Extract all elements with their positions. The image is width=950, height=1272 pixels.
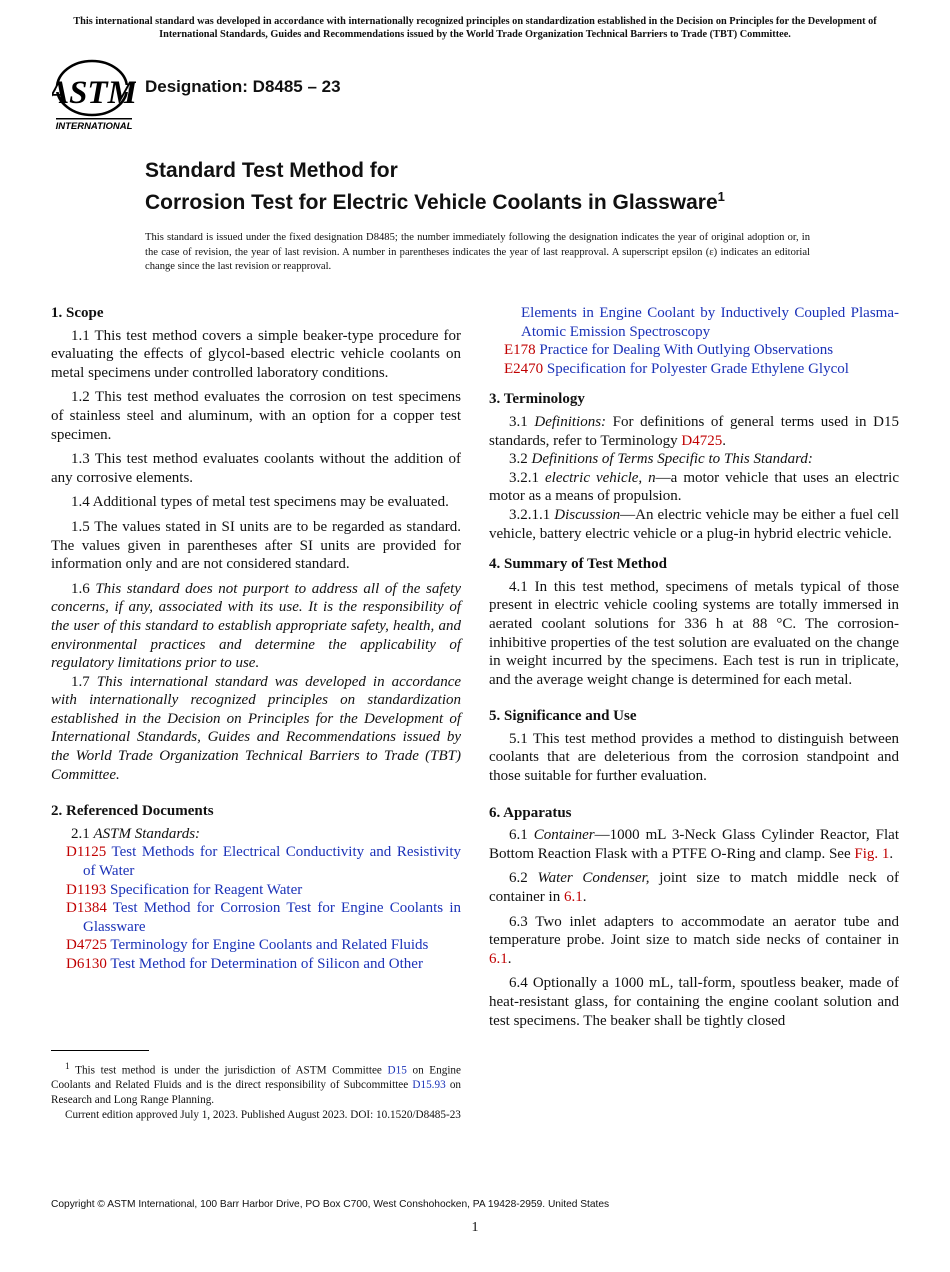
reference-title-link[interactable]: Practice for Dealing With Outlying Observations (539, 342, 834, 359)
subsection-number: 2.1 (71, 825, 90, 842)
reference-item[interactable] (51, 843, 461, 880)
figure-link[interactable]: Fig. 1 (854, 845, 890, 862)
punctuation: . (582, 889, 587, 906)
paragraph-label: Container (533, 827, 595, 844)
paragraph-text: —An electric vehicle may be either a fuel cell vehicle, battery electric vehicle or a plug-in hybrid electric vehicle. (489, 506, 899, 542)
footnote (51, 1060, 461, 1122)
reference-item[interactable] (51, 936, 461, 955)
footnote-text: on Research and Long Range Planning. (51, 1079, 462, 1106)
reference-item[interactable] (51, 899, 461, 936)
committee-link[interactable]: D15 (387, 1064, 407, 1077)
reference-item[interactable] (51, 881, 461, 900)
reference-code-link[interactable]: D1384 (66, 900, 107, 917)
section-link[interactable]: 6.1 (489, 950, 508, 967)
reference-title-link[interactable]: Terminology for Engine Coolants and Related Fluids (110, 937, 429, 954)
international-standard-notice: This international standard was developed in accordance with internationally recognized principles on standardization established in the Decision on Principles for the Development of International Standards, Guides and Recommendations issued by the World Trade Organization Technical Barriers to Trade (TBT) Committee. (73, 16, 877, 40)
reference-code-link[interactable]: D6130 (66, 956, 107, 972)
footnote-edition: Current edition approved July 1, 2023. Published August 2023. DOI: 10.1520/D8485-23 (65, 1108, 461, 1121)
paragraph-text: joint size to match middle neck of container in (489, 870, 899, 906)
paragraph-1-7-number: 1.7 (71, 673, 90, 690)
paragraph-3-2 (489, 450, 899, 469)
punctuation: . (722, 432, 726, 449)
paragraph-text: 6.3 Two inlet adapters to accommodate an aerator tube and temperature probe. Joint size to match side necks of container in (489, 913, 899, 949)
section-heading-scope: 1. Scope (51, 305, 104, 321)
section-heading-apparatus: 6. Apparatus (489, 804, 572, 821)
paragraph-label: Definitions of Terms Specific to This Standard: (531, 451, 813, 468)
paragraph-1-3: 1.3 This test method evaluates coolants without the addition of any corrosive elements. (51, 451, 461, 486)
paragraph-number: 6.1 (509, 827, 528, 844)
reference-continuation[interactable] (489, 304, 899, 341)
paragraph-1-1: 1.1 This test method covers a simple beaker-type procedure for evaluating the effects of glycol-based electric vehicle coolants on metal specimens under controlled laboratory conditions. (51, 327, 461, 381)
reference-title-link[interactable]: Test Method for Corrosion Test for Engine Coolants in Glassware (83, 900, 461, 935)
reference-title-link[interactable]: Specification for Reagent Water (110, 881, 303, 898)
paragraph-1-4: 1.4 Additional types of metal test specimens may be evaluated. (71, 494, 449, 511)
paragraph-text: —1000 mL 3-Neck Glass Cylinder Reactor, Flat Bottom Reaction Flask with a PTFE O-Ring and clamp. See (489, 827, 900, 862)
section-heading-referenced-documents: 2. Referenced Documents (51, 803, 214, 820)
reference-title-link[interactable]: Elements in Engine Coolant by Inductively Coupled Plasma-Atomic Emission Spectroscopy (521, 305, 899, 340)
paragraph-number: 3.2.1.1 (509, 506, 551, 523)
paragraph-1-6 (51, 580, 461, 673)
astm-logo (52, 58, 136, 132)
reference-title-link[interactable]: Specification for Polyester Grade Ethylene Glycol (546, 360, 849, 377)
reference-item[interactable] (489, 341, 899, 360)
reference-code-link[interactable]: D1193 (66, 881, 107, 898)
reference-item[interactable] (51, 955, 461, 974)
document-title (145, 158, 725, 216)
paragraph-number: 3.2 (509, 451, 528, 468)
paragraph-1-2: 1.2 This test method evaluates the corrosion on test specimens of stainless steel and aluminum, with an option for a copper test specimen. (51, 389, 461, 443)
defined-term: electric vehicle, n (545, 469, 656, 486)
paragraph-4-1: 4.1 In this test method, specimens of metals typical of those present in electric vehicle cooling systems are totally immersed in aerated coolant solutions for 336 h at 88 °C. The corrosion-inhibitive properties of the test solution are evaluated on the change in weight incurred by the specimens. Each test is run in triplicate, and the average weight change is determined for each metal. (489, 578, 899, 688)
punctuation: . (507, 950, 512, 967)
definition-text: —a motor vehicle that uses an electric motor as a means of propulsion. (489, 469, 900, 505)
issuance-note: This standard is issued under the fixed designation D8485; the number immediately following the designation indicates the year of original adoption or, in the case of revision, the year of last revision. A number in parentheses indicates the year of last reapproval. A superscript epsilon (ε) indicates an editorial change since the last revision or reapproval. (145, 232, 810, 273)
paragraph-3-2-1 (489, 469, 899, 506)
footnote-text: on Engine Coolants and Related Fluids and is the direct responsibility of Subcommittee (51, 1064, 461, 1092)
astm-logo-icon (52, 58, 136, 132)
title-line-2 (145, 184, 725, 216)
title-footnote-marker: 1 (717, 189, 725, 204)
reference-title-link[interactable]: Test Methods for Electrical Conductivity and Resistivity of Water (83, 844, 461, 880)
paragraph-label: Definitions: (534, 413, 607, 430)
paragraph-number: 3.2.1 (509, 469, 539, 486)
paragraph-1-7-text: This international standard was developed in accordance with internationally recognized principles on standardization established in the Decision on Principles for the Development of International Standards, Guides and Recommendations issued by the World Trade Organization Technical Barriers to Trade (TBT) Committee. (51, 673, 462, 783)
footnote-marker: 1 (65, 1062, 70, 1072)
copyright-line: Copyright © ASTM International, 100 Barr Harbor Drive, PO Box C700, West Conshohocken, PA 19428-2959. United States (51, 1199, 610, 1210)
section-heading-summary: 4. Summary of Test Method (489, 556, 667, 573)
reference-item[interactable] (489, 360, 899, 379)
subcommittee-link[interactable]: D15.93 (412, 1079, 446, 1092)
paragraph-1-6-text: This standard does not purport to address all of the safety concerns, if any, associated with its use. It is the responsibility of the user of this standard to establish appropriate safety, health, and environmental practices and determine the applicability of regulatory limitations prior to use. (51, 580, 462, 672)
punctuation: . (889, 845, 894, 862)
left-column (51, 304, 461, 974)
paragraph-5-1: 5.1 This test method provides a method to distinguish between coolants that are deleterious from the corrosion standpoint and those suitable for further evaluation. (489, 730, 899, 785)
footnote-divider (51, 1050, 149, 1051)
paragraph-number: 3.1 (509, 413, 528, 430)
reference-title-link[interactable]: Test Method for Determination of Silicon and Other (110, 956, 423, 972)
page-number: 1 (471, 1220, 479, 1235)
paragraph-1-5: 1.5 The values stated in SI units are to be regarded as standard. The values given in parentheses after SI units are provided for information only and are not considered standard. (51, 518, 461, 573)
footnote-text: This test method is under the jurisdiction of ASTM Committee (75, 1064, 382, 1077)
paragraph-1-7 (51, 673, 461, 785)
paragraph-number: 6.2 (509, 870, 528, 887)
subsection-label: ASTM Standards: (93, 825, 201, 842)
paragraph-text: For definitions of general terms used in D15 standards, refer to Terminology (489, 413, 899, 449)
paragraph-6-1 (489, 826, 899, 863)
title-line-2-text: Corrosion Test for Electric Vehicle Coolants in Glassware (145, 191, 718, 214)
footnote-jurisdiction (51, 1060, 461, 1108)
logo-letters: ASTM (52, 75, 136, 111)
paragraph-6-3 (489, 913, 899, 969)
reference-code-link[interactable]: D4725 (66, 937, 107, 954)
subsection-astm-standards (51, 825, 461, 844)
title-line-1: Standard Test Method for (145, 159, 398, 182)
section-link[interactable]: 6.1 (563, 889, 583, 906)
reference-code-link[interactable]: D1125 (66, 844, 107, 861)
paragraph-label: Water Condenser, (537, 870, 650, 887)
reference-code-link[interactable]: E178 (504, 342, 536, 359)
paragraph-1-6-number: 1.6 (71, 580, 90, 597)
paragraph-6-2 (489, 869, 899, 906)
section-heading-terminology: 3. Terminology (489, 391, 585, 408)
paragraph-6-4: 6.4 Optionally a 1000 mL, tall-form, spoutless beaker, made of heat-resistant glass, for containing the engine coolant solution and test specimens. The beaker shall be tightly closed (489, 975, 899, 1029)
paragraph-3-2-1-1 (489, 506, 899, 543)
reference-code-link[interactable]: E2470 (504, 360, 544, 377)
designation: Designation: D8485 – 23 (145, 77, 341, 96)
paragraph-label: Discussion (554, 506, 621, 523)
logo-label: INTERNATIONAL (55, 121, 133, 132)
paragraph-3-1 (489, 413, 899, 450)
right-column (489, 304, 899, 1036)
section-heading-significance: 5. Significance and Use (489, 708, 637, 725)
terminology-link[interactable]: D4725 (681, 432, 723, 449)
